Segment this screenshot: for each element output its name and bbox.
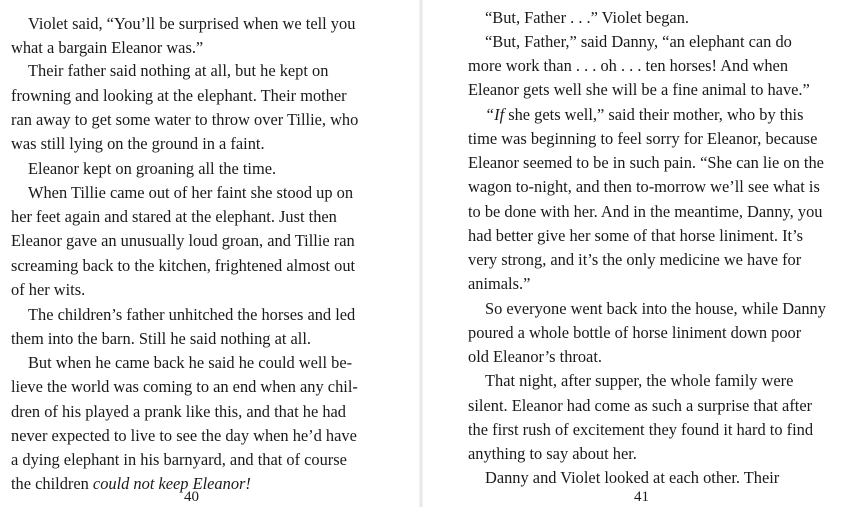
text-line: ran away to get some water to throw over Tillie, who [11,110,359,129]
text-line: “But, Father . . .” Violet began. [485,8,690,27]
text-line: Violet said, “You’ll be surprised when we tell you [28,14,356,33]
text-line: had better give her some of that horse liniment. It’s [468,226,804,245]
text-line: lieve the world was coming to an end when any chil- [11,377,358,396]
text-line: Eleanor gave an unusually loud groan, and Tillie ran [11,231,355,250]
text-line: to be done with her. And in the meantime, Danny, you [468,202,823,221]
text-line: Their father said nothing at all, but he kept on [28,61,329,80]
text-line: a dying elephant in his barnyard, and that of course [11,450,347,469]
text-line: That night, after supper, the whole family were [485,371,794,390]
text-line: wagon to-night, and then to-morrow we’ll see what is [468,177,820,196]
text-line: “But, Father,” said Danny, “an elephant can do [485,32,792,51]
text-line: anything to say about her. [468,444,637,463]
text-line: them into the barn. Still he said nothing at all. [11,329,311,348]
text-fragment: the children [11,474,93,493]
text-fragment: she gets well,” said their mother, who by this [504,105,804,124]
text-line [485,105,803,125]
text-line: time was beginning to feel sorry for Eleanor, because [468,129,818,148]
text-line [11,474,251,494]
text-line: what a bargain Eleanor was.” [11,38,204,57]
text-line: her feet again and stared at the elephant. Just then [11,207,337,226]
text-line: was still lying on the ground in a faint. [11,134,265,153]
text-line: of her wits. [11,280,86,299]
text-line: Eleanor kept on groaning all the time. [28,159,277,178]
italic-text: could not keep Eleanor! [92,474,251,493]
text-line: Eleanor seemed to be in such pain. “She can lie on the [468,153,824,172]
text-line: So everyone went back into the house, while Danny [485,299,826,318]
text-line: more work than . . . oh . . . ten horses! And when [468,56,789,75]
italic-text: “If [485,105,505,124]
text-line: frowning and looking at the elephant. Their mother [11,86,347,105]
text-line: When Tillie came out of her faint she stood up on [28,183,354,202]
text-line: never expected to live to see the day when he’d have [11,426,357,445]
text-line: The children’s father unhitched the horses and led [28,305,356,324]
text-line: dren of his played a prank like this, and that he had [11,402,346,421]
text-line: But when he came back he said he could well be- [28,353,353,372]
page-number: 41 [634,489,649,505]
text-line: animals.” [468,274,531,293]
text-line: silent. Eleanor had come as such a surprise that after [468,396,813,415]
page-number: 40 [184,489,199,505]
text-line: screaming back to the kitchen, frightened almost out [11,256,356,275]
text-line: Danny and Violet looked at each other. Their [485,468,780,487]
text-line: Eleanor gets well she will be a fine animal to have.” [468,80,810,99]
text-line: very strong, and it’s the only medicine we have for [468,250,802,269]
right-page [421,0,842,507]
text-line: old Eleanor’s throat. [468,347,602,366]
text-line: the first rush of excitement they found it hard to find [468,420,814,439]
text-line: poured a whole bottle of horse liniment down poor [468,323,802,342]
